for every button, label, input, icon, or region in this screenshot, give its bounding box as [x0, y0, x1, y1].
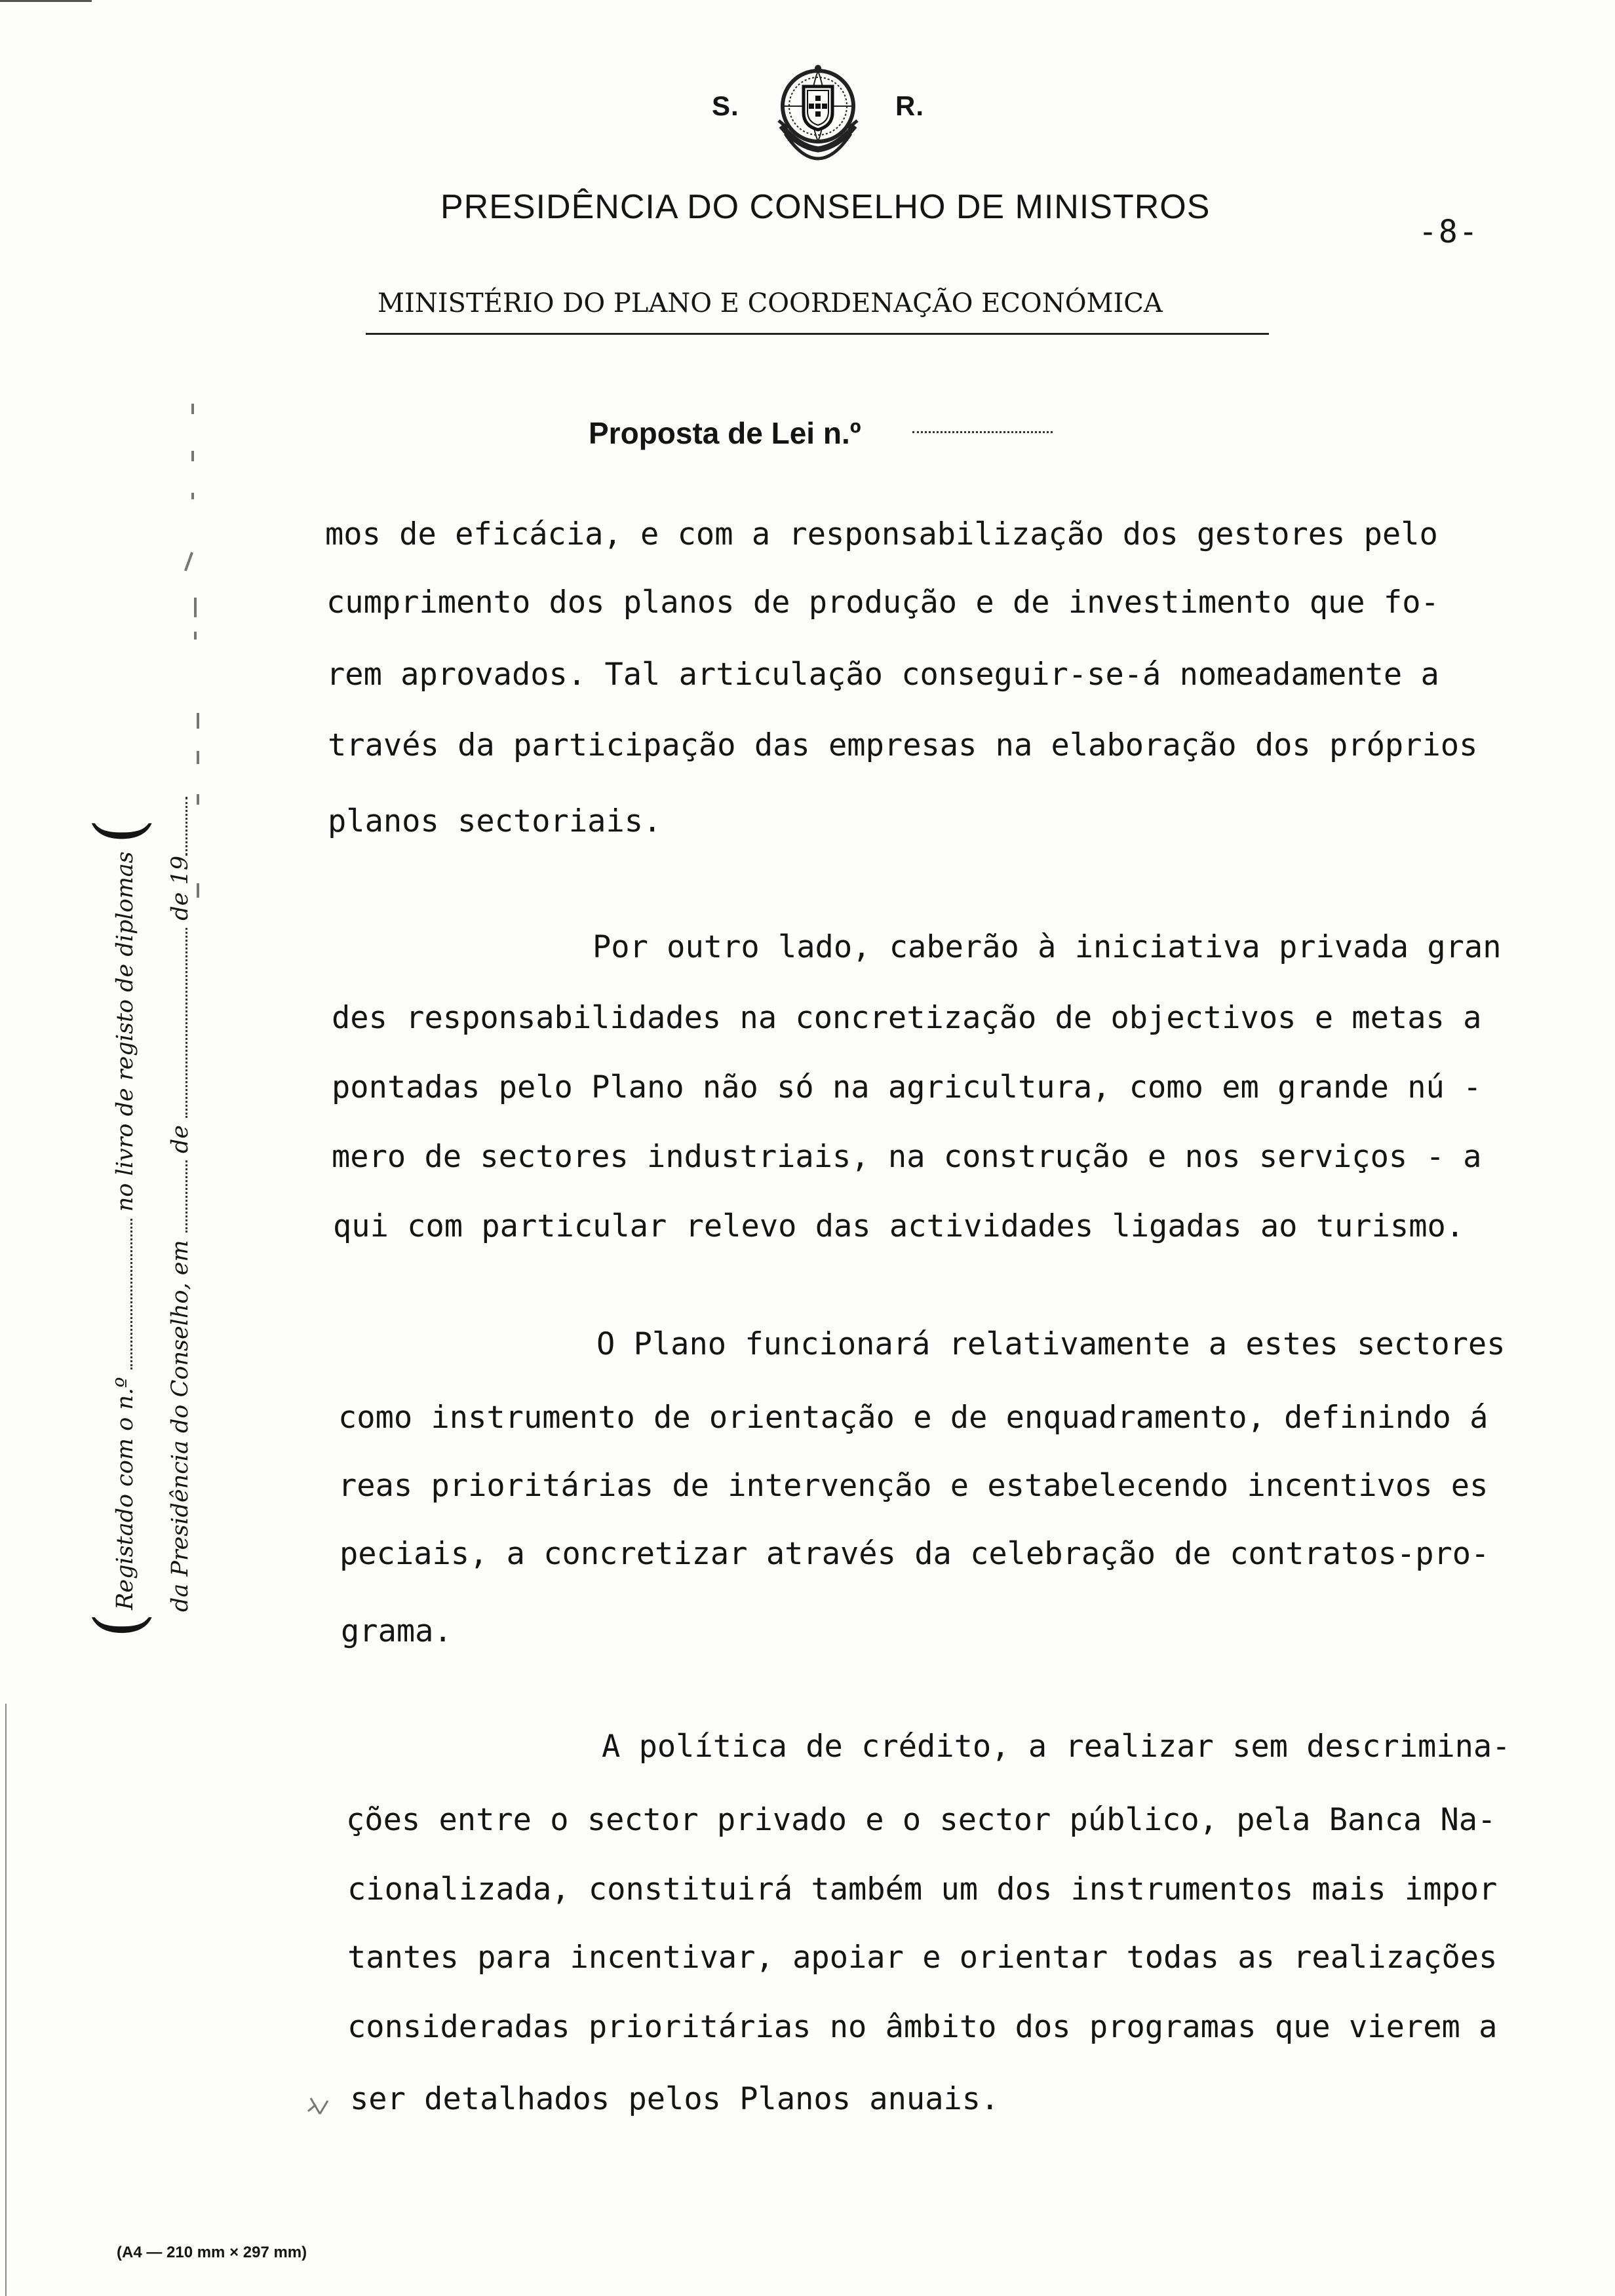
paper-format-note: (A4 — 210 mm × 297 mm)	[117, 2244, 307, 2261]
paragraph-2-line-2: des responsabilidades na concretização de objectivos e metas a	[332, 1000, 1482, 1036]
date-day-blank	[170, 1160, 187, 1233]
paragraph-1-line-3: rem aprovados. Tal articulação conseguir-se-á nomeadamente a	[326, 657, 1439, 693]
left-edge-rule	[5, 1704, 7, 2296]
date-year-blank	[170, 797, 187, 856]
margin-mark	[197, 751, 199, 764]
paragraph-3-line-3: reas prioritárias de intervenção e estabelecendo incentivos es	[338, 1468, 1489, 1504]
paragraph-1-line-1: mos de eficácia, e com a responsabilização dos gestores pelo	[325, 516, 1438, 552]
side-note-de-label: de	[167, 1124, 193, 1154]
margin-mark	[197, 883, 199, 898]
bracket-mark: (	[81, 1612, 157, 1638]
margin-mark	[197, 794, 199, 805]
header-letter-s: S.	[712, 90, 739, 121]
bracket-mark: (	[81, 818, 157, 845]
pencil-tick-mark-icon	[305, 2094, 332, 2116]
margin-mark	[191, 404, 194, 414]
margin-mark	[197, 713, 199, 729]
paragraph-4-line-6: ser detalhados pelos Planos anuais.	[350, 2081, 1000, 2117]
paragraph-4-line-3: cionalizada, constituirá também um dos instrumentos mais impor	[347, 1871, 1498, 1907]
coat-of-arms-seal-icon	[766, 60, 870, 165]
page-number: -8-	[1418, 214, 1479, 250]
paragraph-2-line-1: Por outro lado, caberão à iniciativa privada gran	[593, 929, 1502, 965]
side-note-presidency-label: da Presidência do Conselho, em	[167, 1240, 193, 1612]
paragraph-4-line-5: consideradas prioritárias no âmbito dos programas que vierem a	[347, 2009, 1498, 2045]
paragraph-4-line-4: tantes para incentivar, apoiar e orientar todas as realizações	[347, 1940, 1498, 1976]
side-note-book-label: no livro de registo de diplomas	[112, 851, 138, 1212]
header-letter-r: R.	[895, 90, 924, 121]
side-note-registered-label: Registado com o n.º	[112, 1377, 138, 1610]
corner-rule	[0, 0, 92, 2]
side-note-line-1	[81, 655, 157, 1638]
margin-mark	[194, 632, 197, 640]
paragraph-4-line-2: ções entre o sector privado e o sector público, pela Banca Na-	[346, 1802, 1496, 1838]
date-month-blank	[170, 928, 187, 1118]
paragraph-3-line-5: grama.	[341, 1613, 452, 1649]
proposta-number-blank	[912, 431, 1053, 433]
registration-number-blank	[115, 1219, 132, 1369]
paragraph-1-line-2: cumprimento dos planos de produção e de investimento que fo-	[326, 584, 1439, 621]
proposta-label: Proposta de Lei n.º	[589, 416, 861, 450]
paragraph-1-line-5: planos sectoriais.	[328, 803, 662, 839]
ministry-underline	[366, 333, 1269, 335]
paragraph-4-line-1: A política de crédito, a realizar sem descrimina-	[602, 1729, 1511, 1765]
registration-side-note	[81, 655, 193, 1638]
paragraph-1-line-4: través da participação das empresas na elaboração dos próprios	[328, 727, 1478, 763]
margin-mark	[194, 598, 197, 617]
government-heading: PRESIDÊNCIA DO CONSELHO DE MINISTROS	[440, 188, 1211, 226]
paragraph-2-line-3: pontadas pelo Plano não só na agricultura, como em grande nú -	[332, 1069, 1482, 1105]
paragraph-3-line-1: O Plano funcionará relativamente a estes sectores	[596, 1326, 1506, 1362]
margin-mark	[191, 451, 194, 461]
side-note-line-2	[153, 655, 208, 1638]
paragraph-3-line-4: peciais, a concretizar através da celebração de contratos-pro-	[340, 1536, 1490, 1572]
paragraph-3-line-2: como instrumento de orientação e de enquadramento, definindo á	[338, 1400, 1489, 1436]
paragraph-2-line-4: mero de sectores industriais, na construção e nos serviços - a	[332, 1139, 1482, 1175]
side-note-year-label: de 19	[167, 855, 193, 921]
ministry-heading: MINISTÉRIO DO PLANO E COORDENAÇÃO ECONÓMICA	[378, 288, 1163, 318]
margin-mark	[184, 552, 193, 571]
margin-mark	[191, 493, 194, 499]
paragraph-2-line-5: qui com particular relevo das actividades ligadas ao turismo.	[333, 1208, 1465, 1244]
